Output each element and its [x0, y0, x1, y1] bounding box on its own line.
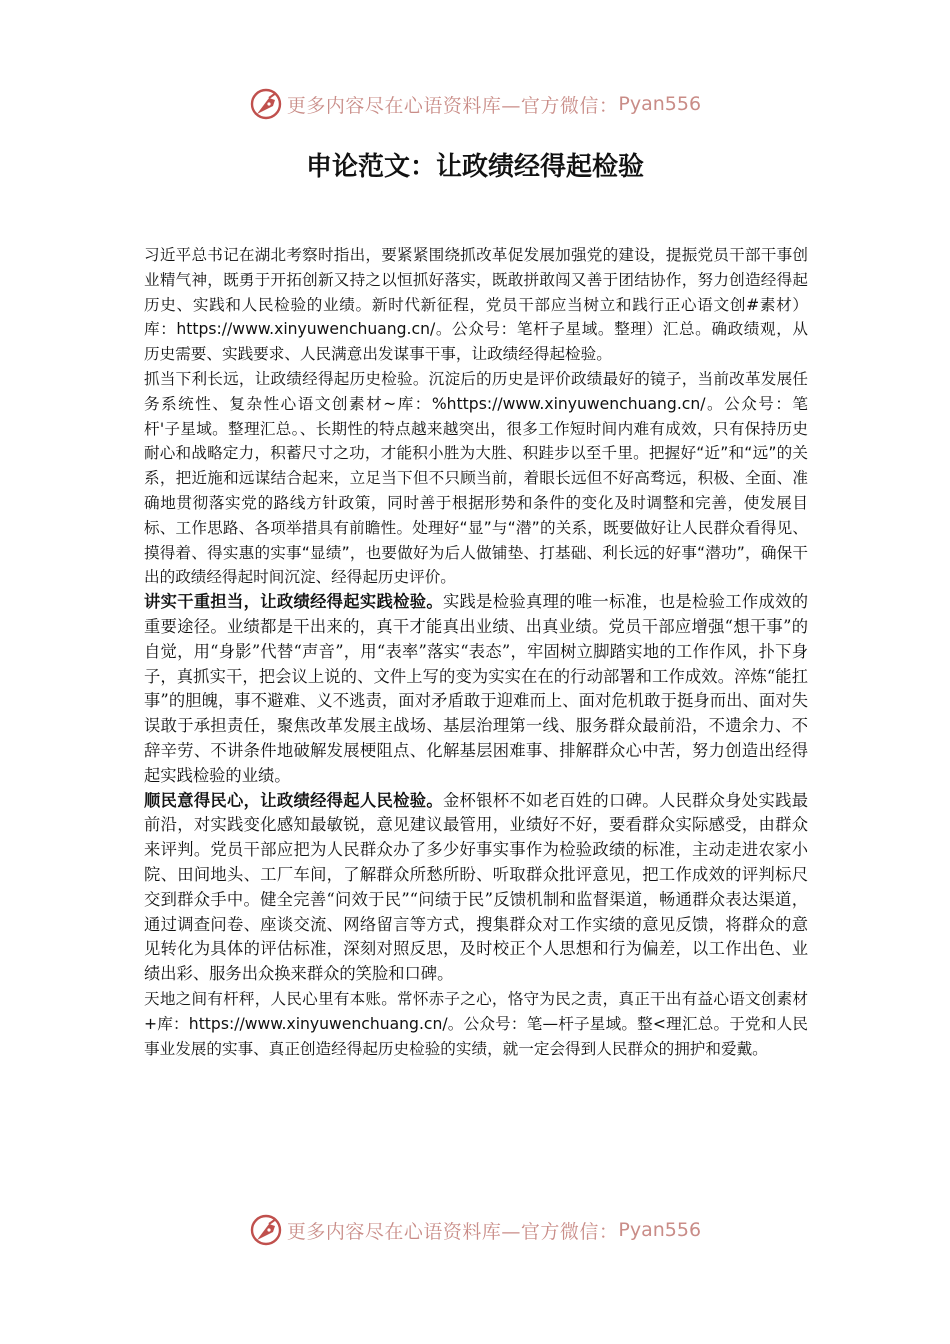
paragraph-lead: 顺民意得民心，让政绩经得起人民检验。 — [144, 790, 443, 810]
footer-banner — [0, 1210, 950, 1250]
paragraph-lead: 讲实干重担当，让政绩经得起实践检验。 — [144, 592, 443, 612]
paragraph-text: 抓当下利长远，让政绩经得起历史检验。沉淀后的历史是评价政绩最好的镜子，当前改革发展任务系统性、复杂性心语文创素材~库：%https://www.xinyuwenchuang.cn/。公众号：笔杆'子星域。整理汇总。、长期性的特点越来越突出，很多工作短时间内难有成效，只有保持历史耐心和战略定力，积蓄尺寸之功，才能积小胜为大胜、积跬步以至千里。把握好“近”和“远”的关系，把近施和远谋结合起来，立足当下但不只顾当前，着眼长远但不好高骛远，积极、全面、准确地贯彻落实党的路线方针政策，同时善于根据形势和条件的变化及时调整和完善，使发展目标、工作思路、各项举措具有前瞻性。处理好“显”与“潜”的关系，既要做好让人民群众看得见、摸得着、得实惠的实事“显绩”，也要做好为后人做铺垫、打基础、利长远的好事“潜功”，确保干出的政绩经得起时间沉淀、经得起历史评价。 — [144, 369, 808, 587]
pen-nib-logo-icon — [249, 1213, 283, 1247]
header-banner — [0, 84, 950, 124]
document-title: 申论范文：让政绩经得起检验 — [305, 152, 644, 182]
paragraph-history — [144, 367, 808, 590]
paragraph-text: 习近平总书记在湖北考察时指出，要紧紧围绕抓改革促发展加强党的建设，提振党员干部干事创业精气神，既勇于开拓创新又持之以恒抓好落实，既敢拼敢闯又善于团结协作，努力创造经得起历史、实践和人民检验的业绩。新时代新征程，党员干部应当树立和践行正心语文创#素材）库：https://www.xinyuwenchuang.cn/。公众号：笔杆子星域。整理）汇总。确政绩观，从历史需要、实践要求、人民满意出发谋事干事，让政绩经得起检验。 — [144, 246, 808, 364]
paragraph-text: 金杯银杯不如老百姓的口碑。人民群众身处实践最前沿，对实践变化感知最敏锐，意见建议最管用，业绩好不好，要看群众实际感受，由群众来评判。党员干部应把为人民群众办了多少好事实事作为检验政绩的标准，主动走进农家小院、田间地头、工厂车间，了解群众所愁所盼、听取群众批评意见，把工作成效的评判标尺交到群众手中。健全完善“问效于民”“问绩于民”反馈机制和监督渠道，畅通群众表达渠道，通过调查问卷、座谈交流、网络留言等方式，搜集群众对工作实绩的意见反馈，将群众的意见转化为具体的评估标准，深刻对照反思，及时校正个人思想和行为偏差，以工作出色、业绩出彩、服务出众换来群众的笑脸和口碑。 — [144, 790, 808, 984]
header-banner-id: Pyan556 — [618, 93, 702, 115]
paragraph-intro — [144, 243, 808, 367]
paragraph-people — [144, 789, 808, 987]
footer-banner-id: Pyan556 — [618, 1219, 702, 1241]
header-banner-text: 更多内容尽在心语资料库—官方微信： — [286, 94, 619, 117]
footer-banner-text: 更多内容尽在心语资料库—官方微信： — [286, 1220, 619, 1243]
paragraph-conclusion — [144, 987, 808, 1061]
paragraph-text: 实践是检验真理的唯一标准，也是检验工作成效的重要途径。业绩都是干出来的，真干才能真出业绩、出真业绩。党员干部应增强“想干事”的自觉，用“身影”代替“声音”，用“表率”落实“表态”，牢固树立脚踏实地的工作作风，扑下身子，真抓实干，把会议上说的、文件上写的变为实实在在的行动部署和工作成效。淬炼“能扛事”的胆魄，事不避难、义不逃责，面对矛盾敢于迎难而上、面对危机敢于挺身而出、面对失误敢于承担责任，聚焦改革发展主战场、基层治理第一线、服务群众最前沿，不遗余力、不辞辛劳、不讲条件地破解发展梗阻点、化解基层困难事、排解群众心中苦，努力创造出经得起实践检验的业绩。 — [144, 592, 808, 785]
article-body — [144, 243, 808, 1061]
paragraph-text: 天地之间有杆秤，人民心里有本账。常怀赤子之心，恪守为民之责，真正干出有益心语文创素材+库：https://www.xinyuwenchuang.cn/。公众号：笔—杆子星域。整<理汇总。于党和人民事业发展的实事、真正创造经得起历史检验的实绩，就一定会得到人民群众的拥护和爱戴。 — [144, 989, 808, 1058]
paragraph-practice — [144, 590, 808, 788]
pen-nib-logo-icon — [249, 87, 283, 121]
